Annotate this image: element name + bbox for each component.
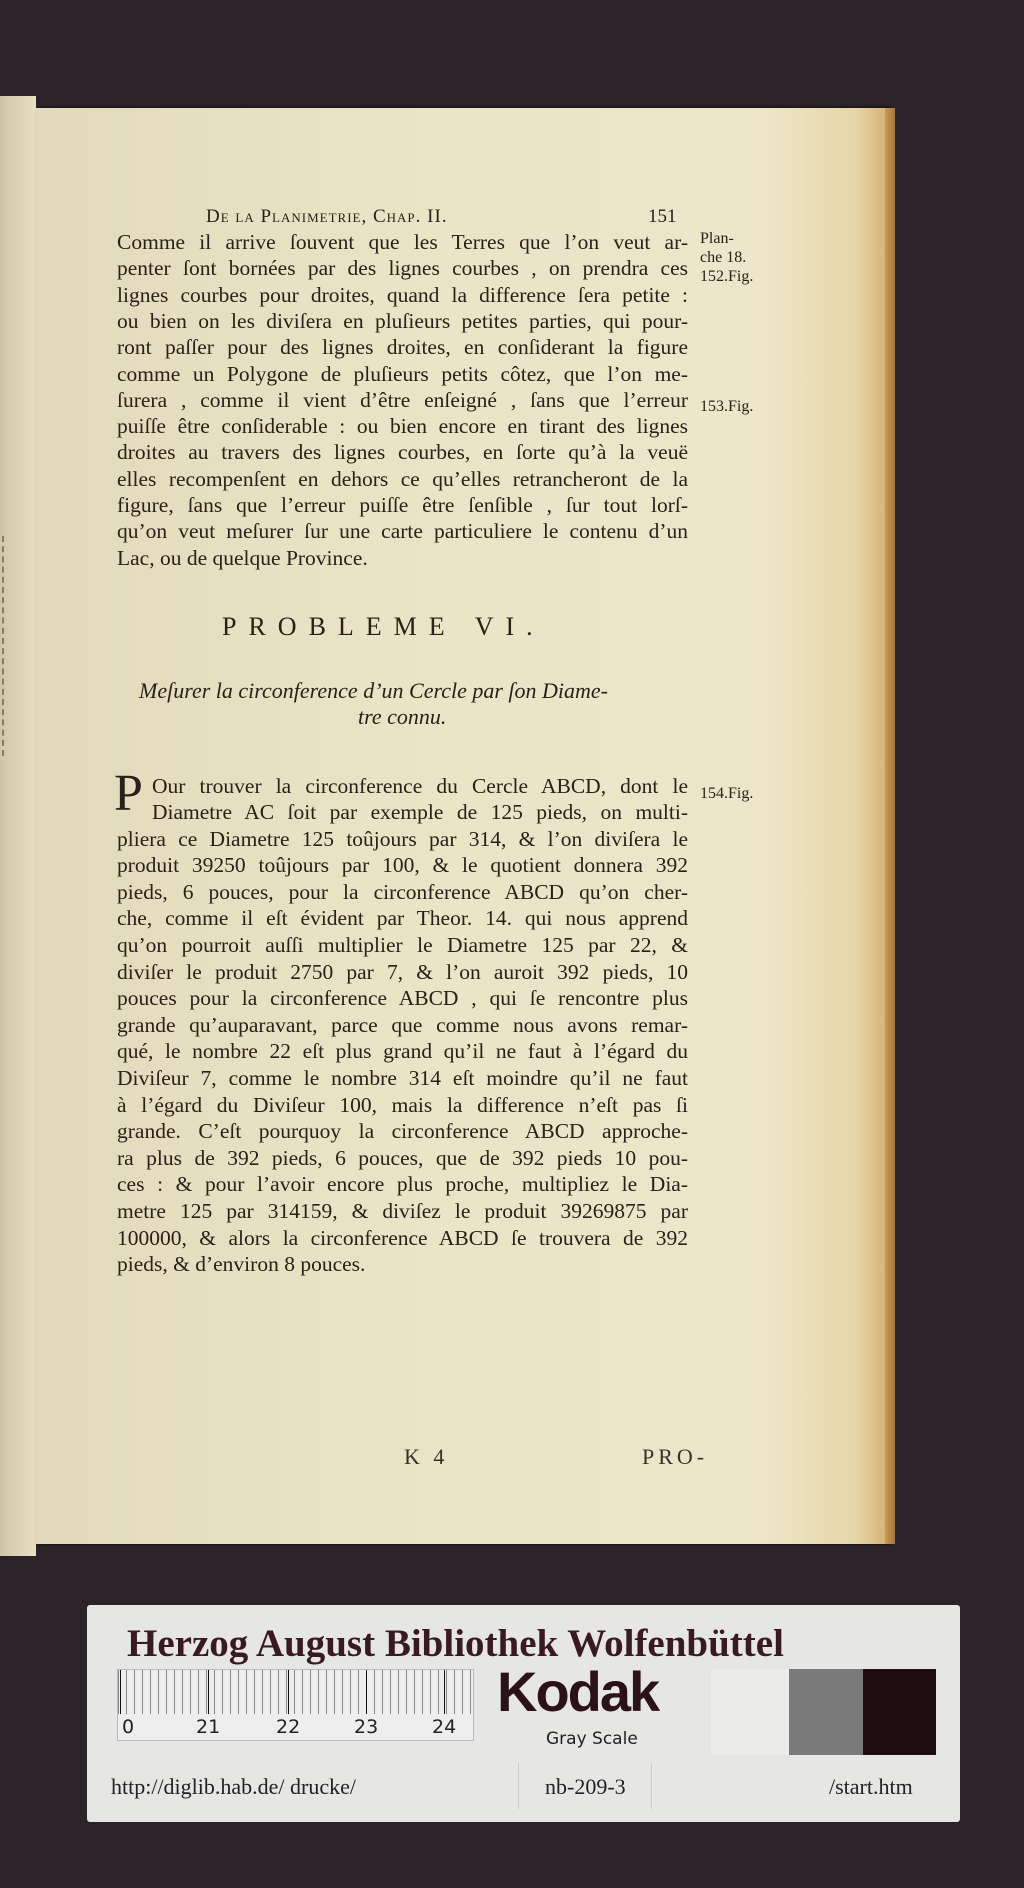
text-line: metre 125 par 314159, & diviſez le produit 39269875 par [117,1199,688,1223]
margin-note: Plan- [700,230,734,247]
text-line: droites au travers des lignes courbes, en ſorte qu’à la veuë [117,440,688,465]
kodak-logo: Kodak [497,1660,659,1723]
gray-swatch-white [711,1669,789,1755]
text-line: ou bien on les diviſera en pluſieurs petites parties, qui pour- [117,308,688,333]
ruler-major-tick [120,1670,121,1714]
text-line: penter ſont bornées par des lignes courbes , on prendra ces [117,256,688,281]
text-line: elles recompenſent en dehors ce qu’elles retrancheront de la [117,466,688,491]
text-line: puiſſe être conſiderable : ou bien encore en tirant des lignes [117,414,688,439]
running-head: De la Planimetrie, Chap. II. [206,206,448,227]
margin-note: 154.Fig. [700,785,754,802]
previous-page-marks [2,536,8,756]
shelfmark: nb-209-3 [545,1774,626,1799]
text-line: à l’égard du Diviſeur 100, mais la difference n’eſt pas ſi [117,1092,688,1117]
signature-mark: K 4 [404,1444,449,1469]
text-line: 100000, & alors la circonference ABCD ſe trouvera de 392 [117,1225,688,1250]
text-line: Our trouver la circonference du Cercle ABCD, dont le [152,774,688,798]
library-color-card [87,1605,960,1822]
text-line: grande qu’auparavant, parce que comme nous avons remar- [117,1012,688,1037]
url-left: http://diglib.hab.de/ drucke/ [111,1774,357,1799]
url-right: /start.htm [829,1774,913,1799]
text-line: ront paſſer pour des lignes droites, en conſiderant la figure [117,335,688,360]
ruler-label: 24 [432,1716,457,1738]
text-line: diviſer le produit 2750 par 7, & l’on auroit 392 pieds, 10 [117,959,688,984]
text-line: lignes courbes pour droites, quand la difference ſera petite : [117,282,688,307]
text-line: Diviſeur 7, comme le nombre 314 eſt moindre qu’il ne faut [117,1066,688,1090]
text-line: Comme il arrive ſouvent que les Terres que l’on veut ar- [117,230,688,254]
ruler-label: 0 [122,1716,135,1738]
text-line: che, comme il eſt évident par Theor. 14. qui nous apprend [117,906,688,931]
text-line: ra plus de 392 pieds, 6 pouces, que de 392 pieds 10 pou- [117,1145,688,1170]
ruler [117,1669,474,1741]
ruler-ticks [118,1670,473,1714]
ruler-major-tick [208,1670,209,1714]
library-name: Herzog August Bibliothek Wolfenbüttel [127,1622,784,1665]
page-edge [885,108,895,1544]
gray-scale-label: Gray Scale [546,1729,638,1749]
problem-subtitle-line: tre connu. [358,704,447,729]
text-line: qué, le nombre 22 eſt plus grand qu’il ne faut à l’égard du [117,1039,688,1064]
ruler-label: 21 [196,1716,221,1738]
catchword: PRO- [642,1444,709,1469]
ruler-major-tick [366,1670,367,1714]
book-page [36,108,889,1544]
text-line: pliera ce Diametre 125 toûjours par 314, & l’on diviſera le [117,826,688,851]
text-line: comme un Polygone de pluſieurs petits côtez, que l’on me- [117,361,688,386]
text-line: pieds, 6 pouces, pour la circonference ABCD qu’on cher- [117,879,688,904]
margin-note: 152.Fig. [700,268,754,285]
problem-subtitle-line: Meſurer la circonference d’un Cercle par ſon Diame- [139,678,608,703]
text-line: pouces pour la circonference ABCD , qui ſe rencontre plus [117,986,688,1011]
text-line: Diametre AC ſoit par exemple de 125 pieds, on multi- [152,800,688,824]
margin-note: 153.Fig. [700,398,754,415]
text-line: ſurera , comme il vient d’être enſeigné , ſans que l’erreur [117,387,688,412]
ruler-major-tick [444,1670,445,1714]
ruler-label: 23 [354,1716,379,1738]
text-line: qu’on pourroit auſſi multiplier le Diametre 125 par 22, & [117,933,688,957]
text-line: Lac, ou de quelque Province. [117,545,368,570]
text-line: produit 39250 toûjours par 100, & le quotient donnera 392 [117,853,688,878]
gray-swatch-black [863,1669,936,1755]
text-line: ces : & pour l’avoir encore plus proche, multipliez le Dia- [117,1172,688,1197]
drop-cap: P [114,765,143,822]
page-number: 151 [648,206,677,227]
gray-swatch-gray [789,1669,863,1755]
text-line: qu’on veut meſurer ſur une carte particuliere le contenu d’un [117,519,688,544]
text-line: pieds, & d’environ 8 pouces. [117,1252,366,1277]
ruler-label: 22 [276,1716,301,1738]
text-line: figure, ſans que l’erreur puiſſe être ſenſible , ſur tout lorſ- [117,493,688,517]
margin-note: che 18. [700,249,747,266]
text-line: grande. C’eſt pourquoy la circonference ABCD approche- [117,1119,688,1144]
ruler-major-tick [288,1670,289,1714]
previous-page-edge [0,96,36,1556]
problem-title: PROBLEME VI. [222,612,545,641]
